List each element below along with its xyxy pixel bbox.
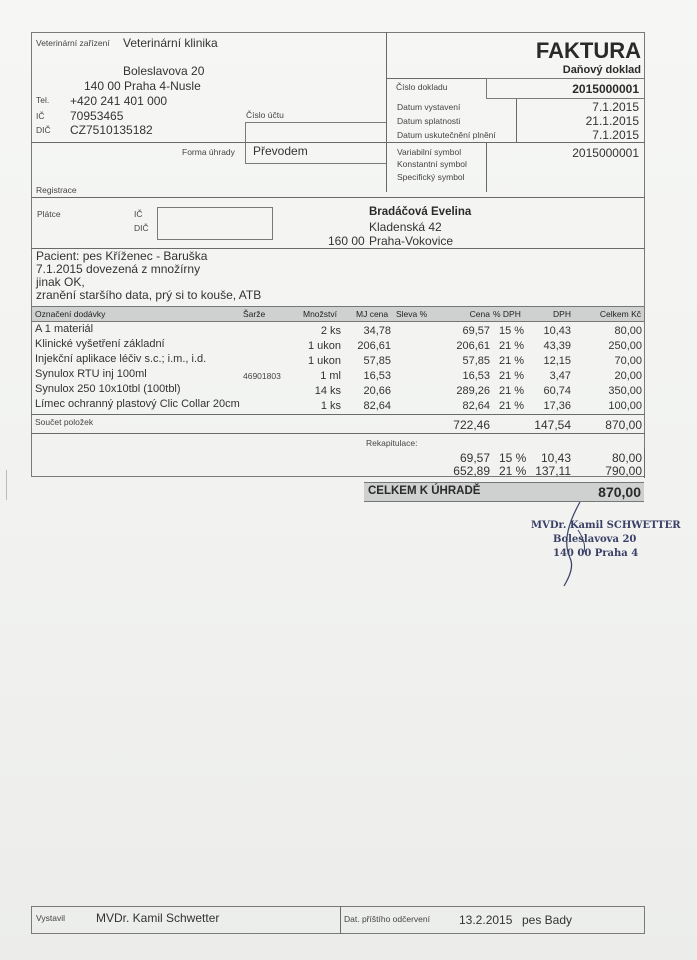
facility-name: Veterinární klinika — [123, 36, 218, 50]
cell-qty: 1 ml — [320, 370, 341, 382]
payment-value: Převodem — [253, 144, 308, 158]
varsym-label: Variabilní symbol — [397, 147, 462, 157]
tel-label: Tel. — [36, 95, 50, 105]
payer-zip: 160 00 — [328, 234, 365, 248]
recap-vat: 137,11 — [535, 464, 571, 478]
cell-vat: 60,74 — [543, 385, 571, 397]
ic-value: 70953465 — [70, 109, 124, 123]
issuer-label: Vystavil — [36, 913, 65, 923]
note-line: Pacient: pes Kříženec - Baruška — [36, 249, 208, 263]
stamp-line: 140 00 Praha 4 — [553, 548, 639, 559]
cell-vat-pct: 21 % — [499, 355, 525, 367]
taxable-label: Datum uskutečnění plnění — [397, 130, 496, 140]
account-box — [245, 122, 386, 142]
cell-qty: 1 ks — [320, 400, 341, 412]
cell-unit-price: 34,78 — [363, 325, 391, 337]
grand-total-value: 870,00 — [598, 484, 641, 500]
cell-unit-price: 57,85 — [363, 355, 391, 367]
cell-vat-pct: 21 % — [499, 385, 525, 397]
grand-total-label: CELKEM K ÚHRADĚ — [368, 485, 481, 497]
account-label: Číslo účtu — [246, 110, 284, 120]
cell-unit-price: 20,66 — [363, 385, 391, 397]
stamp-line: Boleslavova 20 — [553, 534, 637, 545]
sum-price: 722,46 — [453, 418, 490, 432]
cell-price: 16,53 — [462, 370, 490, 382]
recap-total: 790,00 — [605, 464, 642, 478]
ic-label: IČ — [36, 111, 45, 121]
col-header-name: Označení dodávky — [35, 309, 106, 319]
note-line: zranění staršího data, prý si to kouše, ATB — [36, 288, 262, 302]
tel-value: +420 241 401 000 — [70, 94, 168, 108]
doc-no-value: 2015000001 — [572, 82, 639, 96]
sum-top-line — [31, 414, 645, 415]
invoice-subtitle: Daňový doklad — [562, 64, 641, 76]
payer-city: Praha-Vokovice — [369, 234, 454, 248]
cell-total: 250,00 — [608, 340, 642, 352]
recap-base: 652,89 — [453, 464, 490, 478]
due-label: Datum splatnosti — [397, 116, 461, 126]
varsym-value: 2015000001 — [572, 146, 639, 160]
sum-bottom-line — [31, 433, 645, 434]
symbols-vertical — [486, 142, 487, 192]
cell-vat: 12,15 — [543, 355, 571, 367]
recap-label: Rekapitulace: — [366, 438, 418, 448]
cell-total: 100,00 — [608, 400, 642, 412]
cell-price: 289,26 — [456, 385, 490, 397]
col-header-vat-pct: % DPH — [493, 309, 521, 319]
registration-label: Registrace — [36, 185, 77, 195]
recap-base: 69,57 — [459, 451, 490, 465]
address-street: Boleslavova 20 — [123, 64, 205, 78]
payer-street: Kladenská 42 — [369, 220, 442, 234]
footer-divider — [340, 906, 341, 934]
cell-batch: 46901803 — [243, 371, 281, 381]
doc-no-label: Číslo dokladu — [396, 82, 448, 92]
address-city: 140 00 Praha 4-Nusle — [84, 79, 201, 93]
issued-value: 7.1.2015 — [592, 100, 639, 114]
cell-price: 57,85 — [462, 355, 490, 367]
cell-name: Synulox 250 10x10tbl (100tbl) — [35, 383, 181, 395]
recap-right-line — [644, 448, 645, 478]
cell-price: 206,61 — [456, 340, 490, 352]
header-divider — [31, 142, 645, 143]
stamp-line: MVDr. Kamil SCHWETTER — [531, 520, 681, 531]
note-line: jinak OK, — [36, 275, 85, 289]
cell-vat-pct: 21 % — [499, 400, 525, 412]
cell-vat: 43,39 — [543, 340, 571, 352]
col-header-price: Cena — [469, 309, 490, 319]
cell-qty: 14 ks — [314, 385, 341, 397]
cell-name: Injekční aplikace léčiv s.c.; i.m., i.d. — [35, 353, 207, 365]
sum-vat: 147,54 — [534, 418, 571, 432]
dates-vertical — [516, 99, 517, 143]
cell-price: 69,57 — [462, 325, 490, 337]
cell-qty: 1 ukon — [307, 355, 341, 367]
cell-name: Límec ochranný plastový Clic Collar 20cm — [35, 398, 240, 410]
cell-vat: 17,36 — [543, 400, 571, 412]
cell-price: 82,64 — [462, 400, 490, 412]
col-header-vat: DPH — [553, 309, 571, 319]
cell-unit-price: 82,64 — [363, 400, 391, 412]
cell-total: 80,00 — [614, 325, 642, 337]
col-header-batch: Šarže — [243, 309, 266, 319]
cell-total: 350,00 — [608, 385, 642, 397]
taxable-value: 7.1.2015 — [592, 128, 639, 142]
next-deworm-note: pes Bady — [522, 913, 573, 927]
cell-name: A 1 materiál — [35, 323, 94, 335]
scan-edge — [6, 470, 7, 500]
dic-label: DIČ — [36, 125, 51, 135]
next-deworm-label: Dat. příštího odčervení — [344, 914, 430, 924]
recap-pct: 15 % — [499, 451, 527, 465]
cell-vat-pct: 21 % — [499, 370, 525, 382]
col-header-unit-price: MJ cena — [356, 309, 389, 319]
specsym-label: Specifický symbol — [397, 172, 465, 182]
cell-vat-pct: 15 % — [499, 325, 525, 337]
cell-qty: 1 ukon — [307, 340, 341, 352]
signature — [540, 500, 600, 590]
sum-total: 870,00 — [605, 418, 642, 432]
recap-vat: 10,43 — [540, 451, 571, 465]
col-header-qty: Množství — [303, 309, 338, 319]
col-header-total: Celkem Kč — [599, 309, 641, 319]
due-value: 21.1.2015 — [585, 114, 639, 128]
cell-vat-pct: 21 % — [499, 340, 525, 352]
col-header-discount: Sleva % — [396, 309, 428, 319]
recap-total: 80,00 — [611, 451, 642, 465]
payer-name: Bradáčová Evelina — [369, 206, 472, 218]
sum-label: Součet položek — [35, 417, 94, 427]
payer-dic-label: DIČ — [134, 223, 149, 233]
cell-qty: 2 ks — [320, 325, 341, 337]
dic-value: CZ7510135182 — [70, 123, 153, 137]
issuer-value: MVDr. Kamil Schwetter — [96, 911, 220, 925]
cell-total: 70,00 — [614, 355, 642, 367]
cell-unit-price: 16,53 — [363, 370, 391, 382]
payer-ic-label: IČ — [134, 209, 143, 219]
next-deworm-date: 13.2.2015 — [459, 913, 513, 927]
payer-label: Plátce — [37, 209, 61, 219]
cell-name: Klinické vyšetření základní — [35, 338, 165, 350]
payer-top-line — [31, 197, 645, 198]
cell-unit-price: 206,61 — [357, 340, 391, 352]
invoice-title: FAKTURA — [535, 38, 641, 63]
payment-label: Forma úhrady — [182, 147, 235, 157]
cell-total: 20,00 — [614, 370, 642, 382]
constsym-label: Konstantní symbol — [397, 159, 467, 169]
payer-id-box — [157, 207, 273, 240]
recap-pct: 21 % — [499, 464, 527, 478]
facility-label: Veterinární zařízení — [36, 38, 110, 48]
header-vertical — [386, 32, 387, 192]
cell-vat: 10,43 — [543, 325, 571, 337]
cell-vat: 3,47 — [549, 370, 571, 382]
note-line: 7.1.2015 dovezená z množírny — [36, 262, 201, 276]
issued-label: Datum vystavení — [397, 102, 461, 112]
cell-name: Synulox RTU inj 100ml — [35, 368, 147, 380]
